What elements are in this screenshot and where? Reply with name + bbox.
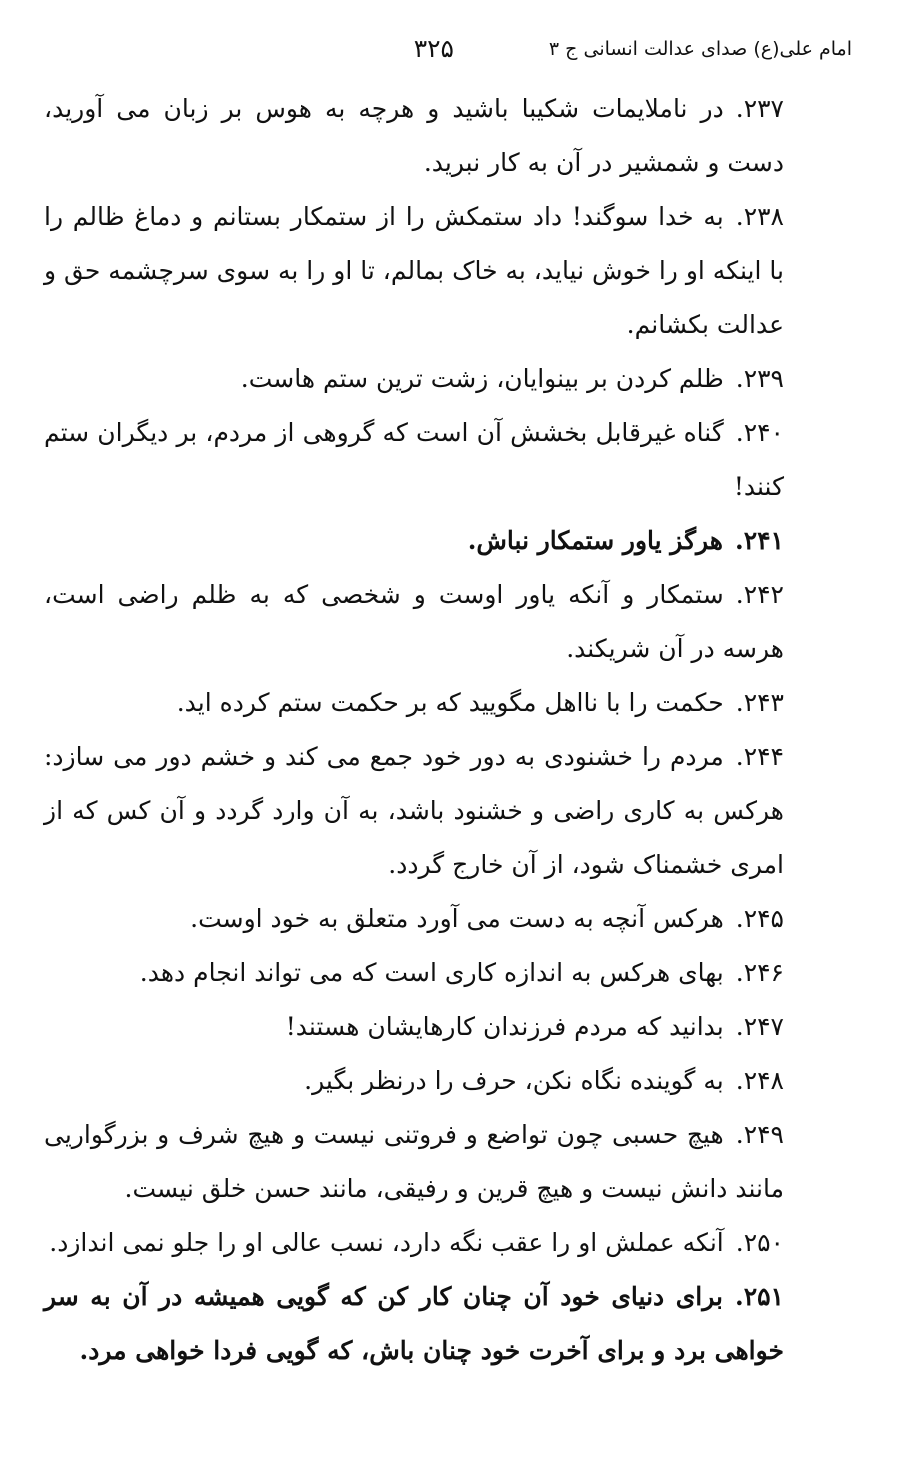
saying-entry: [44, 892, 784, 946]
saying-entry: [44, 82, 784, 190]
saying-text: آنکه عملش او را عقب نگه دارد، نسب عالی او را جلو نمی اندازد.: [49, 1228, 724, 1257]
saying-number: ۲۴۳.: [735, 688, 784, 717]
saying-entry: [44, 190, 784, 352]
saying-number: ۲۴۵.: [735, 904, 784, 933]
saying-number: ۲۳۷.: [735, 94, 784, 123]
saying-number: ۲۴۹.: [735, 1120, 784, 1149]
running-title: امام علی(ع) صدای عدالت انسانی ج ۳: [548, 38, 852, 60]
saying-entry: [44, 568, 784, 676]
saying-text: ظلم کردن بر بینوایان، زشت ترین ستم هاست.: [240, 364, 724, 393]
saying-number: ۲۵۰.: [735, 1228, 784, 1257]
saying-entry: [44, 1216, 784, 1270]
saying-number: ۲۴۸.: [735, 1066, 784, 1095]
saying-text: برای دنیای خود آن چنان کار کن که گویی همیشه در آن به سر خواهی برد و برای آخرت خود چنان باش، که گویی فردا خواهی مرد.: [44, 1282, 784, 1365]
saying-number: ۲۴۰.: [735, 418, 784, 447]
saying-entry: [44, 1270, 784, 1378]
saying-number: ۲۴۷.: [735, 1012, 784, 1041]
saying-entry: [44, 514, 784, 568]
saying-number: ۲۳۹.: [735, 364, 784, 393]
saying-number: ۲۴۱.: [734, 526, 784, 555]
saying-number: ۲۵۱.: [734, 1282, 784, 1311]
saying-number: ۲۳۸.: [735, 202, 784, 231]
saying-entry: [44, 406, 784, 514]
saying-text: بدانید که مردم فرزندان کارهایشان هستند!: [285, 1012, 724, 1041]
saying-text: بهای هرکس به اندازه کاری است که می تواند انجام دهد.: [139, 958, 724, 987]
saying-number: ۲۴۶.: [735, 958, 784, 987]
page-header: [40, 34, 852, 74]
saying-text: گناه غیرقابل بخشش آن است که گروهی از مردم، بر دیگران ستم کنند!: [44, 418, 784, 501]
saying-entry: [44, 1000, 784, 1054]
saying-number: ۲۴۲.: [735, 580, 784, 609]
saying-text: هرکس آنچه به دست می آورد متعلق به خود اوست.: [190, 904, 724, 933]
saying-text: حکمت را با نااهل مگویید که بر حکمت ستم کرده اید.: [176, 688, 724, 717]
saying-entry: [44, 352, 784, 406]
saying-text: به خدا سوگند! داد ستمکش را از ستمکار بستانم و دماغ ظالم را با اینکه او را خوش نیاید، به خاک بمالم، تا او را به سوی سرچشمه حق و عدالت بکشانم.: [44, 202, 784, 339]
saying-number: ۲۴۴.: [735, 742, 784, 771]
saying-text: مردم را خشنودی به دور خود جمع می کند و خشم دور می سازد: هرکس به کاری راضی و خشنود باشد، به آن وارد گردد و آن کس که از امری خشمناک شود، از آن خارج گردد.: [44, 742, 784, 879]
saying-text: هرگز یاور ستمکار نباش.: [467, 526, 723, 555]
saying-text: هیچ حسبی چون تواضع و فروتنی نیست و هیچ شرف و بزرگواریی مانند دانش نیست و هیچ قرین و رفیقی، مانند حسن خلق نیست.: [44, 1120, 784, 1203]
saying-entry: [44, 676, 784, 730]
saying-text: ستمکار و آنکه یاور اوست و شخصی که به ظلم راضی است، هرسه در آن شریکند.: [44, 580, 784, 663]
saying-entry: [44, 1108, 784, 1216]
page-body: [44, 82, 784, 1378]
saying-text: در ناملایمات شکیبا باشید و هرچه به هوس بر زبان می آورید، دست و شمشیر در آن به کار نبرید.: [44, 94, 784, 177]
saying-entry: [44, 730, 784, 892]
saying-text: به گوینده نگاه نکن، حرف را درنظر بگیر.: [304, 1066, 724, 1095]
saying-entry: [44, 1054, 784, 1108]
saying-entry: [44, 946, 784, 1000]
page-number: ۳۲۵: [413, 34, 454, 63]
